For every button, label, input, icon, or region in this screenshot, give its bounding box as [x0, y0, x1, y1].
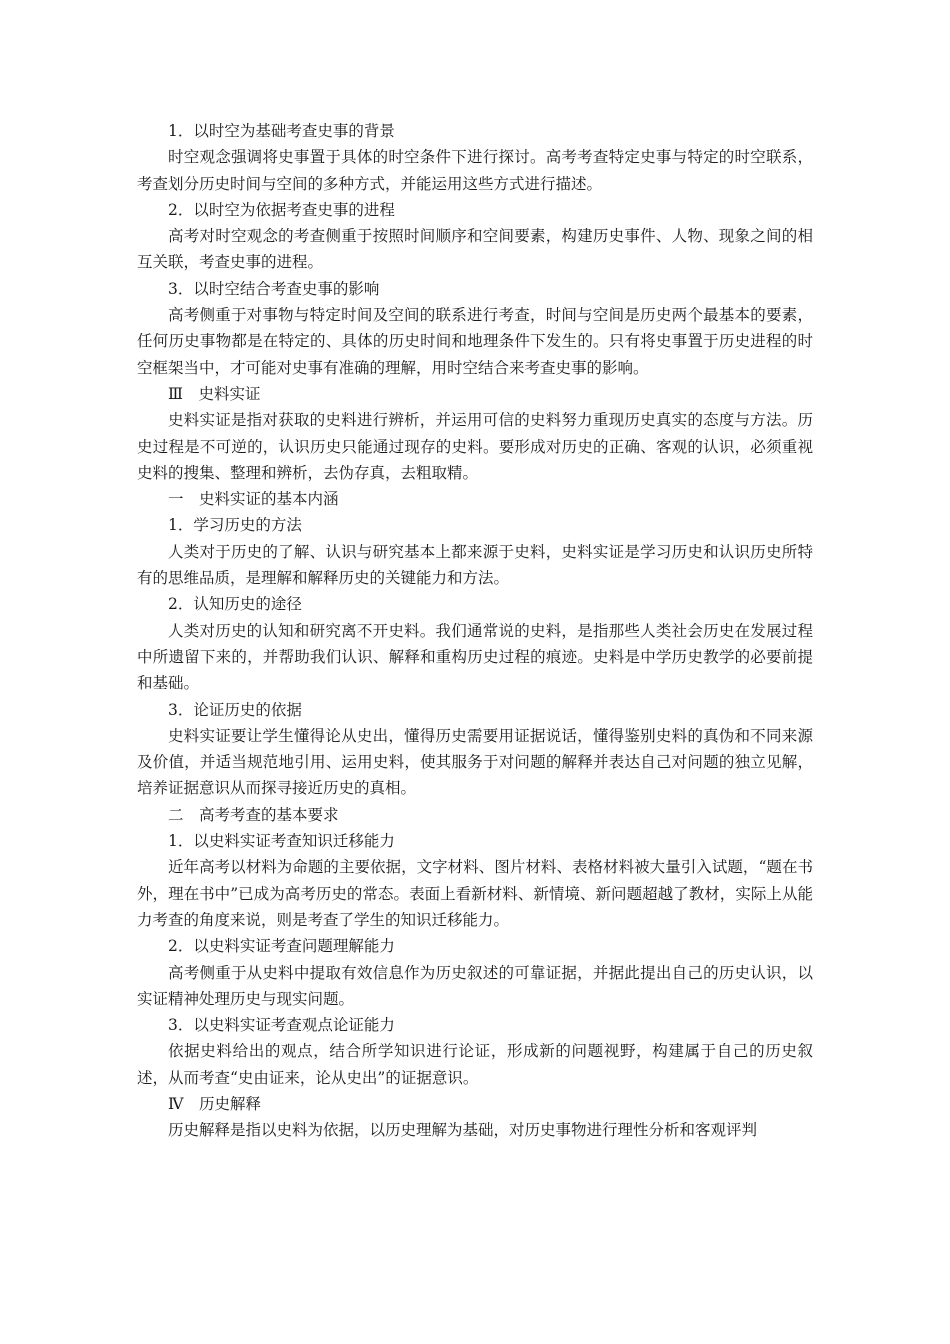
paragraph: 时空观念强调将史事置于具体的时空条件下进行探讨。高考考查特定史事与特定的时空联系，考查划分历史时间与空间的多种方式，并能运用这些方式进行描述。 [137, 148, 813, 193]
section-heading-iv: Ⅳ 历史解释 [168, 1094, 261, 1113]
heading-3: 3．论证历史的依据 [168, 700, 302, 719]
paragraph: 高考侧重于对事物与特定时间及空间的联系进行考查，时间与空间是历史两个最基本的要素，任何历史事物都是在特定的、具体的历史时间和地理条件下发生的。只有将史事置于历史进程的时空框架当中，才可能对史事有准确的理解，用时空结合来考查史事的影响。 [137, 306, 813, 377]
heading-1: 1．以时空为基础考查史事的背景 [168, 122, 395, 140]
section-heading-iii: Ⅲ 史料实证 [168, 384, 261, 403]
heading-1: 1．以史料实证考查知识迁移能力 [168, 832, 395, 851]
heading-3: 3．以时空结合考查史事的影响 [168, 279, 380, 298]
heading-3: 3．以史料实证考查观点论证能力 [168, 1016, 395, 1035]
paragraph: 依据史料给出的观点，结合所学知识进行论证，形成新的问题视野，构建属于自己的历史叙述，从而考查“史由证来，论从史出”的证据意识。 [137, 1042, 813, 1087]
paragraph: 历史解释是指以史料为依据，以历史理解为基础，对历史事物进行理性分析和客观评判 [168, 1121, 758, 1140]
paragraph: 近年高考以材料为命题的主要依据，文字材料、图片材料、表格材料被大量引入试题，“题在书外，理在书中”已成为高考历史的常态。表面上看新材料、新情境、新问题超越了教材，实际上从能力考查的角度来说，则是考查了学生的知识迁移能力。 [137, 858, 813, 929]
paragraph: 高考对时空观念的考查侧重于按照时间顺序和空间要素，构建历史事件、人物、现象之间的相互关联，考查史事的进程。 [137, 227, 813, 272]
heading-1: 1．学习历史的方法 [168, 516, 302, 535]
heading-2: 2．认知历史的途径 [168, 595, 302, 614]
document-body [137, 118, 813, 1144]
heading-2: 2．以时空为依据考查史事的进程 [168, 200, 395, 219]
paragraph: 史料实证要让学生懂得论从史出，懂得历史需要用证据说话，懂得鉴别史料的真伪和不同来源及价值，并适当规范地引用、运用史料，使其服务于对问题的解释并表达自己对问题的独立见解，培养证据意识从而探寻接近历史的真相。 [137, 726, 813, 798]
paragraph: 人类对历史的认知和研究离不开史料。我们通常说的史料，是指那些人类社会历史在发展过程中所遗留下来的，并帮助我们认识、解释和重构历史过程的痕迹。史料是中学历史教学的必要前提和基础。 [137, 621, 813, 693]
subsection-heading-1: 一 史料实证的基本内涵 [168, 490, 339, 509]
paragraph: 高考侧重于从史料中提取有效信息作为历史叙述的可靠证据，并据此提出自己的历史认识，以实证精神处理历史与现实问题。 [137, 963, 813, 1008]
subsection-heading-2: 二 高考考查的基本要求 [168, 805, 339, 824]
paragraph: 人类对于历史的了解、认识与研究基本上都来源于史料，史料实证是学习历史和认识历史所特有的思维品质，是理解和解释历史的关键能力和方法。 [137, 542, 813, 588]
heading-2: 2．以史料实证考查问题理解能力 [168, 937, 395, 956]
paragraph: 史料实证是指对获取的史料进行辨析，并运用可信的史料努力重现历史真实的态度与方法。历史过程是不可逆的，认识历史只能通过现存的史料。要形成对历史的正确、客观的认识，必须重视史料的搜集、整理和辨析，去伪存真，去粗取精。 [137, 411, 813, 482]
